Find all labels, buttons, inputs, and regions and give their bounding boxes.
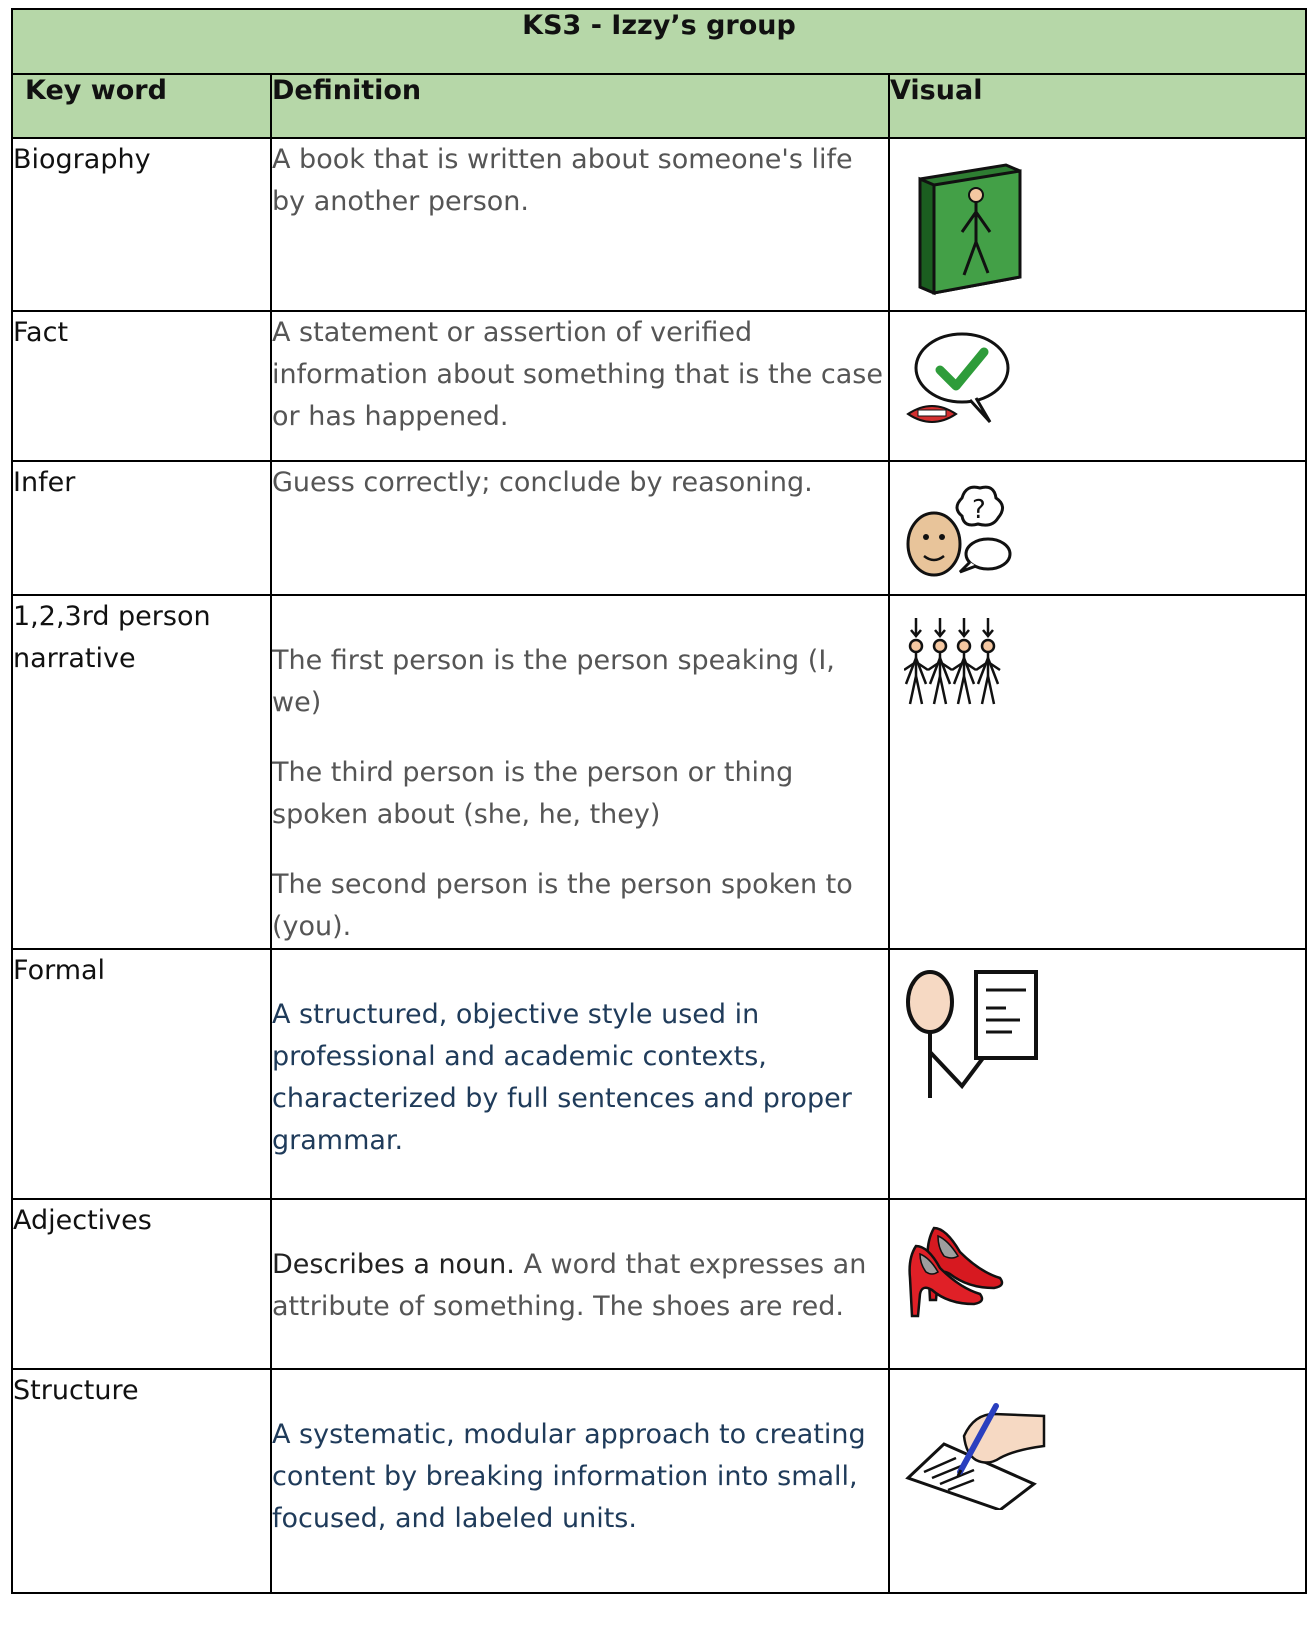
keyword-cell: Adjectives [12,1199,271,1369]
definition-cell [271,138,889,311]
header-visual: Visual [889,74,1306,138]
red-shoes-icon [904,1222,1014,1322]
keyword-cell: Infer [12,461,271,595]
table-row [12,461,1306,595]
visual-cell [889,138,1306,311]
people-arrows-icon [904,614,1014,714]
visual-cell [889,949,1306,1199]
svg-text:?: ? [972,495,986,525]
definition-cell [271,949,889,1199]
table-row [12,595,1306,949]
definition-text: Guess correctly; conclude by reasoning. [272,467,813,498]
visual-cell [889,1199,1306,1369]
thinking-face-icon [904,482,1014,582]
definition-text [272,1244,888,1328]
title-row [12,9,1306,74]
definition-text: The first person is the person speaking (I, we) [272,645,835,718]
definition-text: The third person is the person or thing spoken about (she, he, they) [272,757,794,830]
definition-text: A statement or assertion of verified information about something that is the case or has happened. [272,317,883,432]
definition-text: The second person is the person spoken to (you). [272,869,853,942]
keyword-cell: 1,2,3rd person narrative [12,595,271,949]
header-definition: Definition [271,74,889,138]
keyword-cell: Fact [12,311,271,461]
keyword-table [11,8,1307,1594]
visual-cell [889,311,1306,461]
table-title: KS3 - Izzy’s group [12,9,1306,74]
visual-cell [889,1369,1306,1593]
definition-text: A book that is written about someone's life by another person. [272,144,853,217]
definition-cell [271,461,889,595]
visual-cell [889,461,1306,595]
keyword-cell: Formal [12,949,271,1199]
hand-writing-icon [904,1400,1054,1510]
header-row [12,74,1306,138]
definition-text: A systematic, modular approach to creating content by breaking information into small, focused, and labeled units. [272,1419,866,1534]
table-row [12,949,1306,1199]
keyword-cell: Biography [12,138,271,311]
definition-lead: Describes a noun. [272,1249,515,1280]
person-document-icon [904,968,1054,1108]
book-person-icon [906,157,1036,307]
table-row [12,1199,1306,1369]
definition-rest: A word that expresses an attribute of something. The shoes are red. [272,1249,867,1322]
header-keyword: Key word [12,74,271,138]
speech-tick-icon [904,326,1014,436]
table-row [12,1369,1306,1593]
definition-cell [271,1199,889,1369]
definition-cell [271,311,889,461]
visual-cell [889,595,1306,949]
definition-cell [271,1369,889,1593]
keyword-cell: Structure [12,1369,271,1593]
definition-text: A structured, objective style used in professional and academic contexts, characterized by full sentences and proper grammar. [272,999,852,1156]
table-row [12,138,1306,311]
definition-cell [271,595,889,949]
table-row [12,311,1306,461]
